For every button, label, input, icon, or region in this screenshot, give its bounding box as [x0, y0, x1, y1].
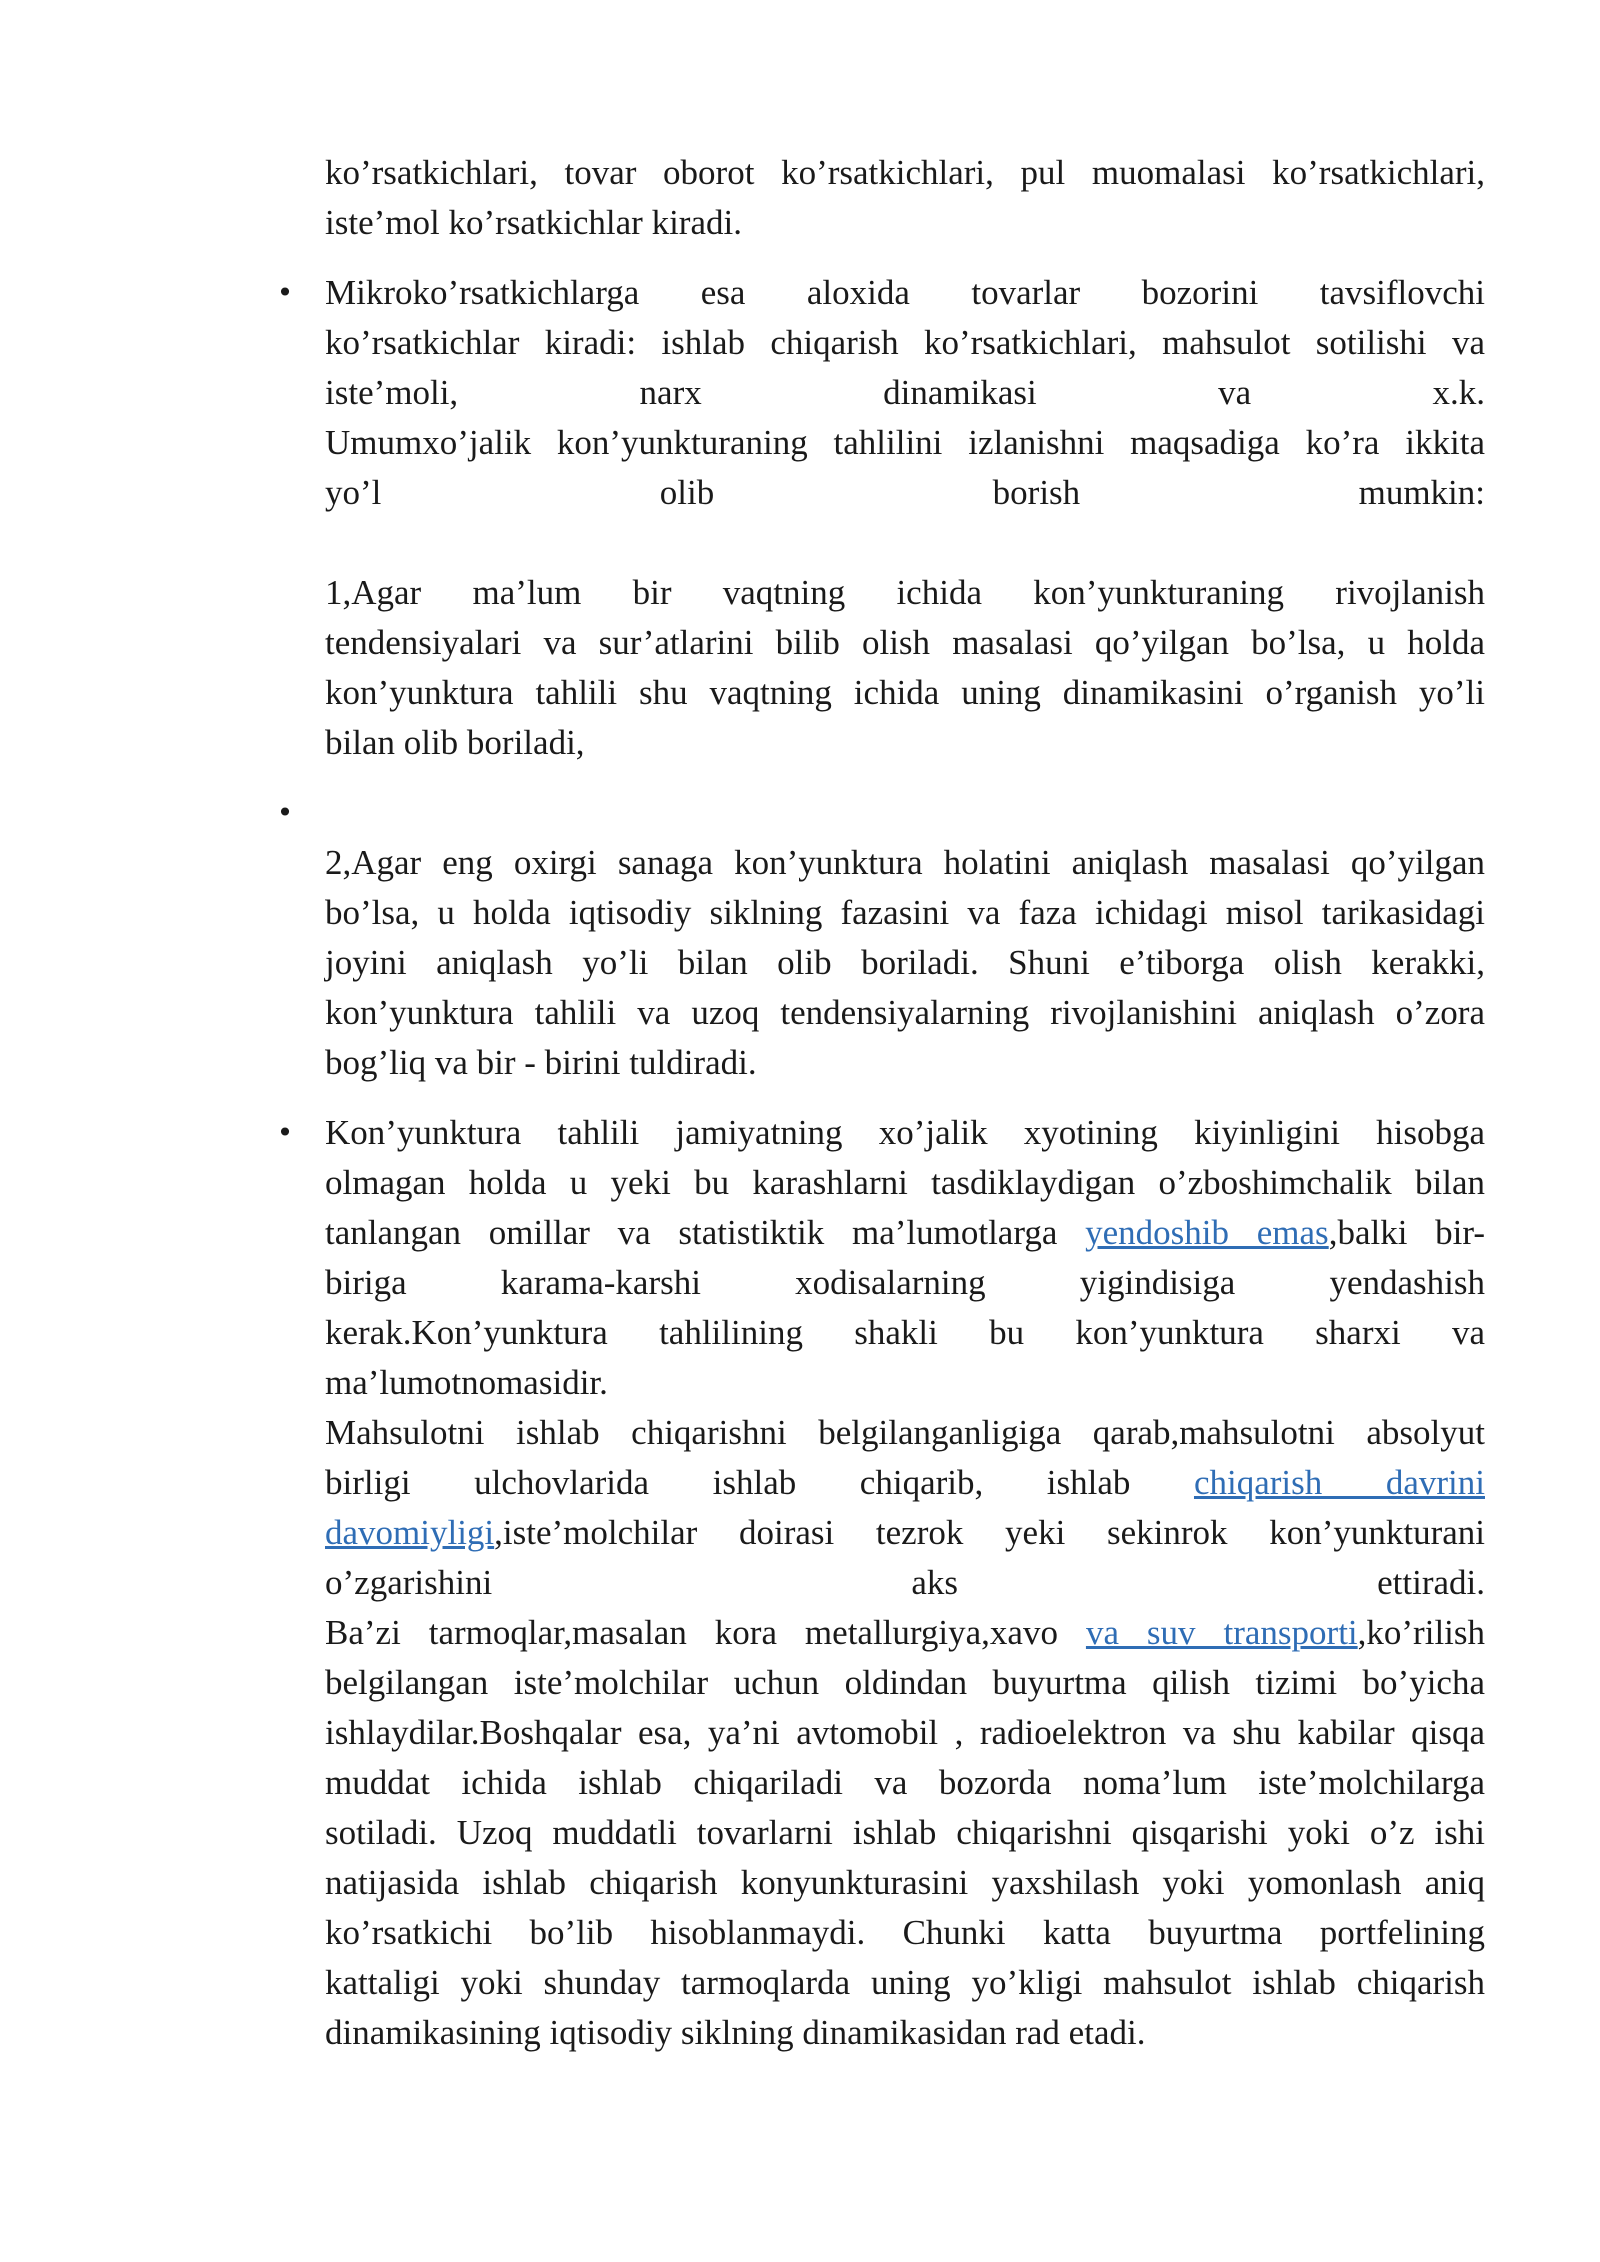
text-line: kattaligi yoki shunday tarmoqlarda uning yo’kligi mahsulot ishlab chiqarish [325, 1963, 1485, 2002]
text-line: Umumxo’jalik kon’yunkturaning tahlilini izlanishni maqsadiga ko’ra ikkita [325, 423, 1485, 462]
text-line: ko’rsatkichlar kiradi: ishlab chiqarish ko’rsatkichlari, mahsulot sotilishi va [325, 323, 1485, 362]
text-line [325, 1508, 1485, 1558]
text-line: bog’liq va bir - birini tuldiradi. [325, 1043, 757, 1082]
link-chiqarish-davrini[interactable]: chiqarish davrini [1193, 1463, 1485, 1502]
text-segment: Ba’zi tarmoqlar,masalan kora metallurgiya,xavo [325, 1613, 1086, 1652]
text-line: Mahsulotni ishlab chiqarishni belgilanganligiga qarab,mahsulotni absolyut [325, 1413, 1485, 1452]
text-line: Kon’yunktura tahlili jamiyatning xo’jalik xyotining kiyinligini hisobga [325, 1113, 1485, 1152]
bullet-item-current-state [276, 788, 1485, 1088]
bullet-icon: • [276, 796, 294, 829]
text-line: ma’lumotnomasidir. [325, 1363, 608, 1402]
text-line: 1,Agar ma’lum bir vaqtning ichida kon’yunkturaning rivojlanish [325, 573, 1485, 612]
text-line: kerak.Kon’yunktura tahlilining shakli bu kon’yunktura sharxi va [325, 1313, 1485, 1352]
intro-paragraph [325, 148, 1485, 248]
text-line: bilan olib boriladi, [325, 723, 585, 762]
text-line: muddat ichida ishlab chiqariladi va bozorda noma’lum iste’molchilarga [325, 1763, 1485, 1802]
text-line: dinamikasining iqtisodiy siklning dinamikasidan rad etadi. [325, 2013, 1146, 2052]
text-line: o’zgarishini aks ettiradi. [325, 1563, 1485, 1602]
text-line: olmagan holda u yeki bu karashlarni tasdiklaydigan o’zboshimchalik bilan [325, 1163, 1485, 1202]
text-line: ko’rsatkichlari, tovar oborot ko’rsatkichlari, pul muomalasi ko’rsatkichlari, [325, 153, 1485, 192]
text-line: bo’lsa, u holda iqtisodiy siklning fazasini va faza ichidagi misol tarikasidagi [325, 893, 1485, 932]
text-line: sotiladi. Uzoq muddatli tovarlarni ishlab chiqarishni qisqarishi yoki o’z ishi [325, 1813, 1485, 1852]
text-line: belgilangan iste’molchilar uchun oldindan buyurtma qilish tizimi bo’yicha [325, 1663, 1485, 1702]
text-line: biriga karama-karshi xodisalarning yigindisiga yendashish [325, 1263, 1485, 1302]
link-yendoshib-emas[interactable]: yendoshib emas [1085, 1213, 1329, 1252]
text-segment: tanlangan omillar va statistiktik ma’lumotlarga [325, 1213, 1086, 1252]
text-line: tendensiyalari va sur’atlarini bilib olish masalasi qo’yilgan bo’lsa, u holda [325, 623, 1485, 662]
text-line [325, 1208, 1485, 1258]
blank-line [325, 788, 1485, 838]
bullet-icon: • [276, 1116, 294, 1149]
text-line: iste’mol ko’rsatkichlar kiradi. [325, 203, 742, 242]
text-line: 2,Agar eng oxirgi sanaga kon’yunktura holatini aniqlash masalasi qo’yilgan [325, 843, 1485, 882]
text-line: natijasida ishlab chiqarish konyunkturasini yaxshilash yoki yomonlash aniq [325, 1863, 1485, 1902]
text-line: joyini aniqlash yo’li bilan olib boriladi. Shuni e’tiborga olish kerakki, [325, 943, 1485, 982]
text-line: ko’rsatkichi bo’lib hisoblanmaydi. Chunki katta buyurtma portfelining [325, 1913, 1485, 1952]
text-segment: ,ko’rilish [1357, 1613, 1486, 1652]
text-segment: ,balki bir- [1328, 1213, 1485, 1252]
link-davomiyligi[interactable]: davomiyligi [325, 1513, 495, 1552]
text-line: Mikroko’rsatkichlarga esa aloxida tovarlar bozorini tavsiflovchi [325, 273, 1485, 312]
text-segment: birligi ulchovlarida ishlab chiqarib, ishlab [325, 1463, 1194, 1502]
text-line [325, 1458, 1485, 1508]
text-line [325, 1608, 1485, 1658]
text-segment: ,iste’molchilar doirasi tezrok yeki sekinrok kon’yunkturani [494, 1513, 1485, 1552]
text-line: iste’moli, narx dinamikasi va x.k. [325, 373, 1485, 412]
blank-line [325, 518, 1485, 568]
text-line: kon’yunktura tahlili va uzoq tendensiyalarning rivojlanishini aniqlash o’zora [325, 993, 1485, 1032]
bullet-icon: • [276, 276, 294, 309]
text-line: ishlaydilar.Boshqalar esa, ya’ni avtomobil , radioelektron va shu kabilar qisqa [325, 1713, 1485, 1752]
text-line: yo’l olib borish mumkin: [325, 473, 1485, 512]
document-body [276, 148, 1486, 2058]
link-va-suv-transporti[interactable]: va suv transporti [1085, 1613, 1358, 1652]
bullet-item-micro-indicators [276, 268, 1485, 768]
text-line: kon’yunktura tahlili shu vaqtning ichida uning dinamikasini o’rganish yo’li [325, 673, 1485, 712]
bullet-item-analysis [276, 1108, 1486, 2058]
